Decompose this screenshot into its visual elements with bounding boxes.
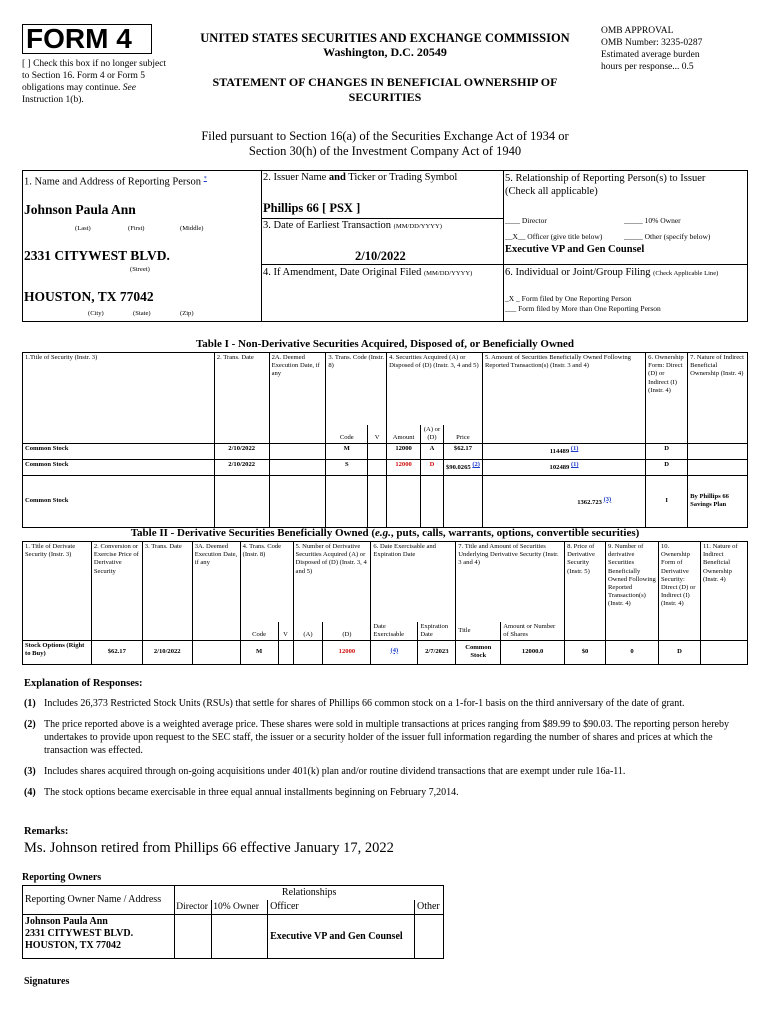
form-title: FORM 4 (22, 24, 152, 54)
table-row: Common Stock 2/10/2022 M 12000 A $62.17 114489 (1) D (23, 443, 748, 459)
t1-sub-ad: (A) or (D) (421, 425, 444, 444)
remarks-heading: Remarks: (24, 826, 69, 837)
city-label: (City) (88, 310, 104, 317)
box3-label: 3. Date of Earliest Transaction (MM/DD/YYYY) (263, 220, 442, 231)
t1-sub-v: V (368, 425, 387, 444)
director-check: ____ Director (505, 216, 547, 225)
last-label: (Last) (75, 225, 91, 232)
table-row: Common Stock 2/10/2022 S 12000 D $90.0265 (2) 102489 (1) D (23, 459, 748, 475)
street-value: 2331 CITYWEST BLVD. (24, 248, 170, 263)
owners-col-ten: 10% Owner (212, 900, 268, 915)
t2-h10: 10. Ownership Form of Derivative Security: Direct (D) or Indirect (I) (Instr. 4) (658, 542, 700, 641)
owners-col-dir: Director (175, 900, 212, 915)
table2 (22, 541, 748, 665)
explanation-list (24, 697, 740, 799)
box4-label: 4. If Amendment, Date Original Filed (MM/DD/YYYY) (263, 267, 473, 278)
t2-h4: 4. Trans. Code (Instr. 8) (240, 542, 293, 622)
signatures-heading: Signatures (24, 976, 70, 987)
other-check: _____ Other (specify below) (624, 232, 711, 241)
city-value: HOUSTON, TX 77042 (24, 289, 154, 304)
box2-label: 2. Issuer Name and Ticker or Trading Symbol (263, 172, 458, 183)
t2-h1: 1. Title of Derivate Security (Instr. 3) (23, 542, 92, 641)
t2-sub-a: (A) (293, 622, 323, 641)
sec-title: UNITED STATES SECURITIES AND EXCHANGE COMMISSION (200, 31, 570, 45)
owners-col-oth: Other (414, 900, 443, 915)
t1-sub-amount: Amount (387, 425, 421, 444)
t2-sub-d: (D) (323, 622, 371, 641)
t1-sub-code: Code (326, 425, 368, 444)
first-label: (First) (128, 225, 145, 232)
filed-pursuant: Filed pursuant to Section 16(a) of the Securities Exchange Act of 1934 or Section 30(h) of the Investment Company Act of 1940 (201, 129, 569, 158)
owners-col-name: Reporting Owner Name / Address (23, 886, 175, 915)
t2-sub-exp: Expiration Date (418, 622, 456, 641)
t1-h6: 6. Ownership Form: Direct (D) or Indirect (I) (Instr. 4) (646, 353, 688, 444)
table-row: Stock Options (Right to Buy) $62.17 2/10/2022 M 12000 (4) 2/7/2023 Common Stock 12000.0 $0 0 D (23, 640, 748, 664)
zip-label: (Zip) (180, 310, 194, 317)
owners-table (22, 885, 444, 959)
t2-h9: 9. Number of derivative Securities Beneficially Owned Following Reported Transaction(s) (Instr. 4) (606, 542, 659, 641)
filing-opt2: ___ Form filed by More than One Reporting Person (505, 304, 661, 313)
explanation-heading: Explanation of Responses: (24, 678, 143, 689)
omb-approval: OMB APPROVAL OMB Number: 3235-0287 Estimated average burden hours per response... 0.5 (601, 26, 703, 72)
box5-label: 5. Relationship of Reporting Person(s) to Issuer (Check all applicable) (505, 173, 706, 197)
t1-h1: 1.Title of Security (Instr. 3) (23, 353, 215, 444)
box1-label: 1. Name and Address of Reporting Person * (24, 175, 207, 188)
t2-h2: 2. Conversion or Exercise Price of Derivative Security (91, 542, 142, 641)
issuer-name: Phillips 66 [ PSX ] (263, 201, 361, 215)
t2-sub-code: Code (240, 622, 278, 641)
ten-pct-check: _____ 10% Owner (624, 216, 681, 225)
t2-h7: 7. Title and Amount of Securities Underlying Derivative Security (Instr. 3 and 4) (456, 542, 565, 622)
t2-h3: 3. Trans. Date (142, 542, 192, 641)
table-row: Common Stock 1362.723 (3) I By Phillips 66 Savings Plan (23, 475, 748, 527)
t1-h2a: 2A. Deemed Execution Date, if any (269, 353, 326, 444)
remarks-text: Ms. Johnson retired from Phillips 66 effective January 17, 2022 (24, 840, 394, 856)
t2-sub-exer: Date Exercisable (371, 622, 418, 641)
t2-h8: 8. Price of Derivative Security (Instr. 5) (565, 542, 606, 641)
t2-h5: 5. Number of Derivative Securities Acquired (A) or Disposed of (D) (Instr. 3, 4 and 5) (293, 542, 371, 622)
list-item: (4) The stock options became exercisable in three equal annual installments beginning on February 7,2014. (24, 787, 459, 798)
table-row: Johnson Paula Ann 2331 CITYWEST BLVD. HOUSTON, TX 77042 Executive VP and Gen Counsel (23, 915, 444, 959)
checkbox-note: [ ] Check this box if no longer subject to Section 16. Form 4 or Form 5 obligations may continue. See Instruction 1(b). (22, 59, 167, 105)
t2-h6: 6. Date Exercisable and Expiration Date (371, 542, 456, 622)
t2-h3a: 3A. Deemed Execution Date, if any (192, 542, 240, 641)
list-item: (2) The price reported above is a weighted average price. These shares were sold in multiple transactions at prices ranging from $89.99 to $90.03. The reporting person hereby undertakes to provide upon request to the SEC staff, the issuer or a security holder of the issuer full information regarding the number of shares and prices at which the transaction was effected. (24, 719, 729, 756)
officer-title: Executive VP and Gen Counsel (505, 244, 645, 255)
owners-col-off: Officer (268, 900, 415, 915)
table1-title: Table I - Non-Derivative Securities Acquired, Disposed of, or Beneficially Owned (195, 338, 575, 350)
filing-opt1: _X _ Form filed by One Reporting Person (505, 294, 632, 303)
t1-h3: 3. Trans. Code (Instr. 8) (326, 353, 387, 425)
owners-heading: Reporting Owners (22, 872, 102, 883)
owners-col-rel: Relationships (175, 886, 444, 901)
t2-sub-v: V (278, 622, 293, 641)
box6-label: 6. Individual or Joint/Group Filing (Check Applicable Line) (505, 267, 719, 278)
table2-title: Table II - Derivative Securities Beneficially Owned (e.g., puts, calls, warrants, options, convertible securities) (130, 527, 640, 539)
street-label: (Street) (130, 266, 150, 273)
t1-sub-price: Price (443, 425, 482, 444)
t1-h4: 4. Securities Acquired (A) or Disposed of (D) (Instr. 3, 4 and 5) (387, 353, 483, 425)
t2-h11: 11. Nature of Indirect Beneficial Ownership (Instr. 4) (700, 542, 747, 641)
sec-city: Washington, D.C. 20549 (323, 45, 447, 59)
statement-title: STATEMENT OF CHANGES IN BENEFICIAL OWNERSHIP OF SECURITIES (212, 75, 558, 104)
t1-h7: 7. Nature of Indirect Beneficial Ownership (Instr. 4) (688, 353, 748, 444)
list-item: (3) Includes shares acquired through on-going acquisitions under 401(k) plan and/or routine dividend transactions that are exempt under rule 16a-11. (24, 766, 626, 777)
t2-sub-amt: Amount or Number of Shares (501, 622, 565, 641)
table1 (22, 352, 748, 528)
middle-label: (Middle) (180, 225, 204, 232)
t2-sub-title: Title (456, 622, 501, 641)
officer-check: __X__ Officer (give title below) (505, 232, 603, 241)
t1-h2: 2. Trans. Date (214, 353, 269, 444)
state-label: (State) (133, 310, 151, 317)
reporting-person-name: Johnson Paula Ann (24, 202, 136, 217)
list-item: (1) Includes 26,373 Restricted Stock Units (RSUs) that settle for shares of Phillips 66 common stock on a 1-for-1 basis on the third anniversary of the date of grant. (24, 698, 685, 709)
earliest-date: 2/10/2022 (355, 249, 406, 263)
t1-h5: 5. Amount of Securities Beneficially Owned Following Reported Transaction(s) (Instr. 3 and 4) (482, 353, 645, 444)
